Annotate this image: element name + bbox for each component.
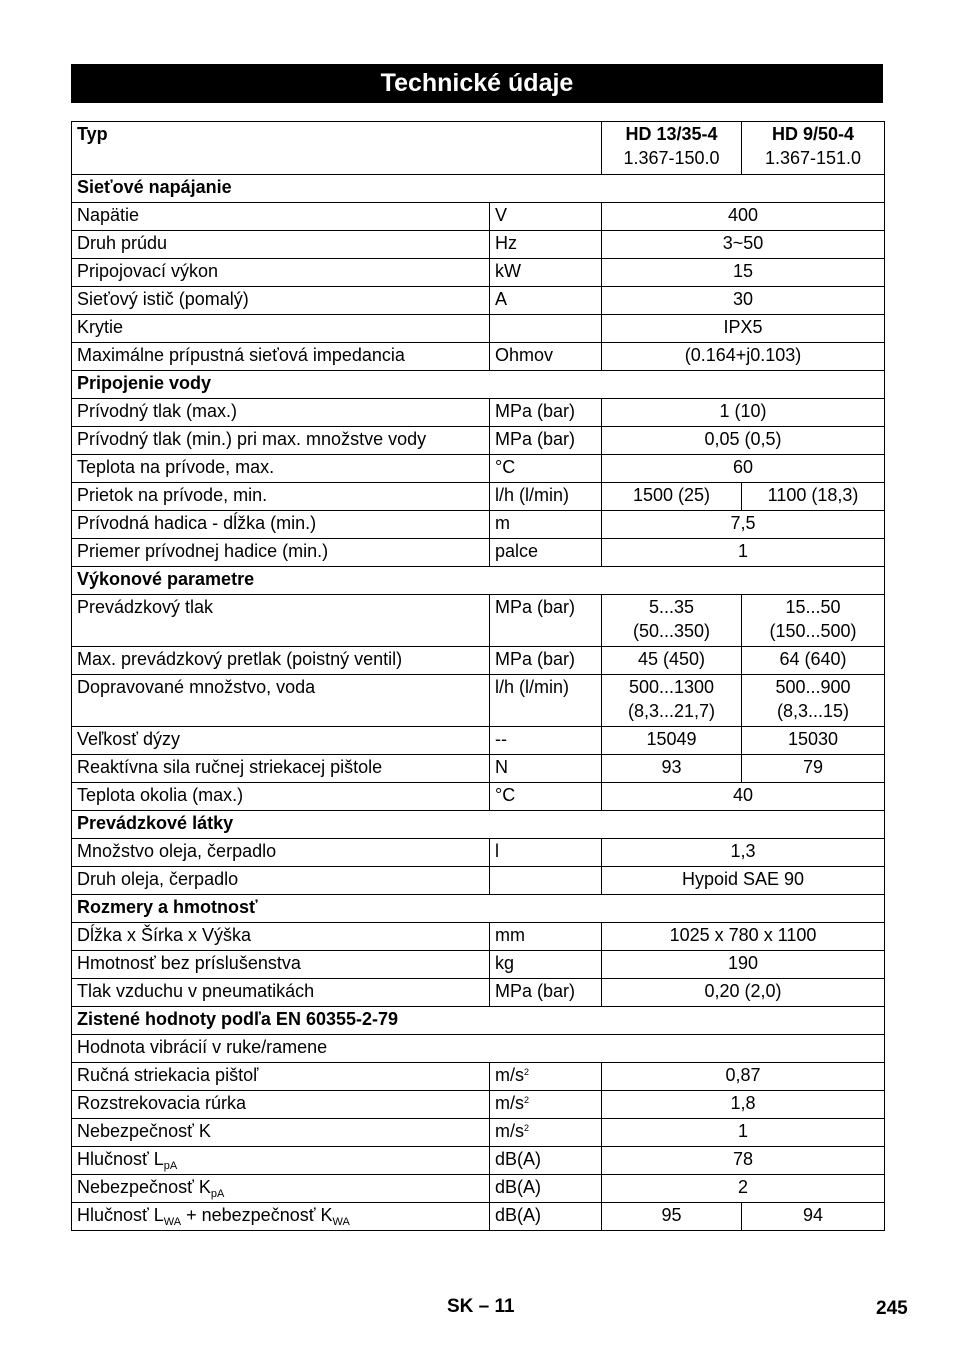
section-row [72, 895, 885, 923]
row-value: 15 [602, 259, 885, 287]
model1-name: HD 13/35-4 [625, 124, 718, 144]
table-row [72, 511, 885, 539]
row-label: Prietok na prívode, min. [72, 483, 490, 511]
row-unit: dB(A) [490, 1175, 602, 1203]
table-row [72, 259, 885, 287]
row-value-model1 [602, 595, 742, 647]
section-row [72, 811, 885, 839]
row-unit: MPa (bar) [490, 647, 602, 675]
table-row [72, 783, 885, 811]
section-title: Prevádzkové látky [72, 811, 885, 839]
row-label: Tlak vzduchu v pneumatikách [72, 979, 490, 1007]
row-value: 1 (10) [602, 399, 885, 427]
row-value: 1,3 [602, 839, 885, 867]
model1-code: 1.367-150.0 [623, 148, 720, 168]
row-value-model2: 15030 [742, 727, 885, 755]
label-subscript: WA [332, 1216, 350, 1228]
row-label [72, 1175, 490, 1203]
row-label: Druh prúdu [72, 231, 490, 259]
model1-header [602, 122, 742, 175]
row-unit: A [490, 287, 602, 315]
row-unit: Ohmov [490, 343, 602, 371]
row-unit: l [490, 839, 602, 867]
unit-text: m/s [495, 1093, 524, 1113]
row-unit [490, 315, 602, 343]
row-label: Sieťový istič (pomalý) [72, 287, 490, 315]
row-value: 7,5 [602, 511, 885, 539]
row-value: 1,8 [602, 1091, 885, 1119]
row-value-model2: 64 (640) [742, 647, 885, 675]
typ-label: Typ [72, 122, 602, 175]
row-unit: N [490, 755, 602, 783]
table-row [72, 539, 885, 567]
row-label: Pripojovací výkon [72, 259, 490, 287]
row-label: Teplota okolia (max.) [72, 783, 490, 811]
row-label: Maximálne prípustná sieťová impedancia [72, 343, 490, 371]
row-value: IPX5 [602, 315, 885, 343]
value-line: 500...900 [775, 677, 851, 697]
label-subscript: WA [163, 1216, 182, 1228]
row-unit [490, 867, 602, 895]
table-row [72, 595, 885, 647]
row-value-model2 [742, 595, 885, 647]
value-line: (8,3...21,7) [627, 701, 716, 721]
row-label [72, 1147, 490, 1175]
row-unit [490, 1063, 602, 1091]
row-unit: l/h (l/min) [490, 483, 602, 511]
table-row [72, 1035, 885, 1063]
row-value-model2: 79 [742, 755, 885, 783]
row-value: 190 [602, 951, 885, 979]
table-row [72, 1063, 885, 1091]
row-label: Priemer prívodnej hadice (min.) [72, 539, 490, 567]
table-row [72, 1175, 885, 1203]
row-label: Ručná striekacia pištoľ [72, 1063, 490, 1091]
table-row [72, 315, 885, 343]
table-row [72, 399, 885, 427]
row-unit: dB(A) [490, 1203, 602, 1231]
section-title: Sieťové napájanie [72, 175, 885, 203]
row-unit: -- [490, 727, 602, 755]
row-value-model2 [742, 675, 885, 727]
unit-superscript: 2 [524, 1123, 530, 1133]
table-row [72, 1091, 885, 1119]
row-label: Množstvo oleja, čerpadlo [72, 839, 490, 867]
section-row [72, 1007, 885, 1035]
row-value: 30 [602, 287, 885, 315]
table-row [72, 979, 885, 1007]
model2-name: HD 9/50-4 [771, 124, 855, 144]
value-line: (150...500) [769, 621, 857, 641]
label-text: Hlučnosť L [77, 1149, 164, 1169]
row-label: Napätie [72, 203, 490, 231]
row-value: 0,20 (2,0) [602, 979, 885, 1007]
row-label: Dopravované množstvo, voda [72, 675, 490, 727]
row-label: Hodnota vibrácií v ruke/ramene [72, 1035, 885, 1063]
row-label: Veľkosť dýzy [72, 727, 490, 755]
row-unit [490, 1119, 602, 1147]
row-value-model1: 45 (450) [602, 647, 742, 675]
row-label: Krytie [72, 315, 490, 343]
row-value-model2: 94 [742, 1203, 885, 1231]
table-row [72, 427, 885, 455]
row-unit [490, 1091, 602, 1119]
row-unit: mm [490, 923, 602, 951]
section-title: Rozmery a hmotnosť [72, 895, 885, 923]
technical-data-table [71, 121, 885, 1231]
row-unit: m [490, 511, 602, 539]
table-row [72, 1147, 885, 1175]
row-label: Nebezpečnosť K [72, 1119, 490, 1147]
row-value-model1 [602, 675, 742, 727]
row-label: Rozstrekovacia rúrka [72, 1091, 490, 1119]
table-row [72, 839, 885, 867]
row-label: Prívodná hadica - dĺžka (min.) [72, 511, 490, 539]
row-unit: MPa (bar) [490, 979, 602, 1007]
section-row [72, 175, 885, 203]
footer-section-label: SK – 11 [447, 1296, 515, 1317]
label-text: Hlučnosť L [77, 1205, 164, 1225]
label-subscript: pA [210, 1188, 225, 1200]
table-row [72, 923, 885, 951]
value-line: (50...350) [632, 621, 711, 641]
row-label: Druh oleja, čerpadlo [72, 867, 490, 895]
section-row [72, 567, 885, 595]
row-label: Teplota na prívode, max. [72, 455, 490, 483]
table-row [72, 647, 885, 675]
table-row [72, 1119, 885, 1147]
row-unit: kg [490, 951, 602, 979]
row-label: Prívodný tlak (min.) pri max. množstve vody [72, 427, 490, 455]
row-value: 1025 x 780 x 1100 [602, 923, 885, 951]
row-unit: l/h (l/min) [490, 675, 602, 727]
row-unit: V [490, 203, 602, 231]
table-row [72, 455, 885, 483]
section-row [72, 371, 885, 399]
row-value: 1 [602, 539, 885, 567]
page-number: 245 [876, 1298, 908, 1319]
table-row [72, 1203, 885, 1231]
row-value: 40 [602, 783, 885, 811]
table-row [72, 287, 885, 315]
row-unit: MPa (bar) [490, 595, 602, 647]
table-row [72, 203, 885, 231]
row-unit: MPa (bar) [490, 399, 602, 427]
value-line: 15...50 [785, 597, 841, 617]
label-text: Nebezpečnosť K [77, 1177, 211, 1197]
row-unit: °C [490, 783, 602, 811]
row-value: 78 [602, 1147, 885, 1175]
row-value: 1 [602, 1119, 885, 1147]
unit-text: m/s [495, 1121, 524, 1141]
row-value-model2: 1100 (18,3) [742, 483, 885, 511]
table-row [72, 951, 885, 979]
row-label: Prívodný tlak (max.) [72, 399, 490, 427]
row-label: Hmotnosť bez príslušenstva [72, 951, 490, 979]
row-value-model1: 1500 (25) [602, 483, 742, 511]
value-line: 500...1300 [628, 677, 715, 697]
row-value: 0,05 (0,5) [602, 427, 885, 455]
model2-code: 1.367-151.0 [764, 148, 862, 168]
label-text: + nebezpečnosť K [181, 1205, 333, 1225]
row-value: 60 [602, 455, 885, 483]
row-value-model1: 93 [602, 755, 742, 783]
section-title: Zistené hodnoty podľa EN 60355-2-79 [72, 1007, 885, 1035]
row-unit: Hz [490, 231, 602, 259]
unit-text: m/s [495, 1065, 524, 1085]
table-row [72, 675, 885, 727]
table-row [72, 727, 885, 755]
row-unit: palce [490, 539, 602, 567]
row-value: (0.164+j0.103) [602, 343, 885, 371]
row-value: 2 [602, 1175, 885, 1203]
page-title: Technické údaje [71, 64, 883, 103]
table-row [72, 343, 885, 371]
row-label: Dĺžka x Šírka x Výška [72, 923, 490, 951]
row-value: 0,87 [602, 1063, 885, 1091]
label-subscript: pA [163, 1160, 178, 1172]
unit-superscript: 2 [524, 1095, 530, 1105]
table-row [72, 755, 885, 783]
table-header-row [72, 122, 885, 175]
section-title: Výkonové parametre [72, 567, 885, 595]
row-value-model1: 95 [602, 1203, 742, 1231]
row-unit: °C [490, 455, 602, 483]
section-title: Pripojenie vody [72, 371, 885, 399]
unit-superscript: 2 [524, 1067, 530, 1077]
table-row [72, 867, 885, 895]
model2-header [742, 122, 885, 175]
row-label: Max. prevádzkový pretlak (poistný ventil) [72, 647, 490, 675]
row-value: 3~50 [602, 231, 885, 259]
row-unit: MPa (bar) [490, 427, 602, 455]
row-label: Reaktívna sila ručnej striekacej pištole [72, 755, 490, 783]
row-label [72, 1203, 490, 1231]
row-unit: dB(A) [490, 1147, 602, 1175]
row-value-model1: 15049 [602, 727, 742, 755]
row-value: 400 [602, 203, 885, 231]
table-row [72, 231, 885, 259]
value-line: (8,3...15) [776, 701, 850, 721]
row-value: Hypoid SAE 90 [602, 867, 885, 895]
row-label: Prevádzkový tlak [72, 595, 490, 647]
table-row [72, 483, 885, 511]
row-unit: kW [490, 259, 602, 287]
value-line: 5...35 [648, 597, 695, 617]
